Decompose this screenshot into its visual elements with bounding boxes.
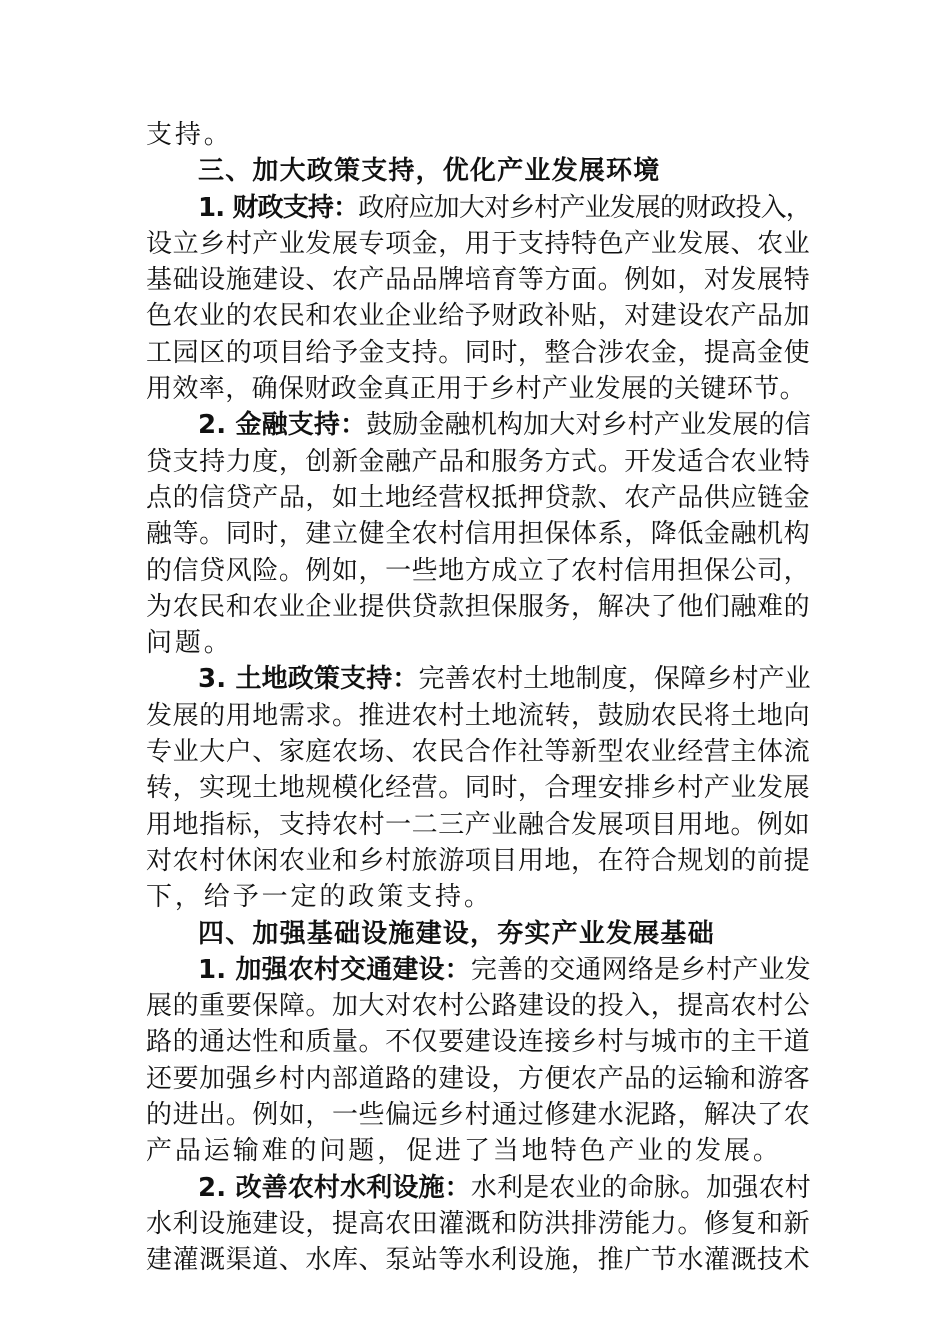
paragraph-line: 用效率，确保财政金真正用于乡村产业发展的关键环节。 [146, 374, 807, 405]
paragraph-line: 产品运输难的问题，促进了当地特色产业的发展。 [146, 1136, 782, 1167]
paragraph-line [146, 190, 810, 226]
paragraph-text: 完善的交通网络是乡村产业发 [470, 954, 811, 985]
paragraph-line: 色农业的农民和农业企业给予财政补贴，对建设农产品加 [146, 301, 810, 332]
paragraph-text: 政府应加大对乡村产业发展的财政投入， [358, 192, 811, 223]
paragraph-line: 的信贷风险。例如，一些地方成立了农村信用担保公司， [146, 555, 810, 586]
paragraph-line: 转，实现土地规模化经营。同时，合理安排乡村产业发展 [146, 773, 810, 804]
paragraph-text: 完善农村土地制度，保障乡村产业 [418, 664, 811, 695]
paragraph-line: 专业大户、家庭农场、农民合作社等新型农业经营主体流 [146, 737, 810, 768]
paragraph-line [146, 1170, 810, 1206]
section-heading-3: 三、加大政策支持，优化产业发展环境 [198, 156, 661, 187]
paragraph-line: 贷支持力度，创新金融产品和服务方式。开发适合农业特 [146, 446, 810, 477]
paragraph-line: 下，给予一定的政策支持。 [146, 882, 493, 913]
paragraph-lead: 3. 土地政策支持： [198, 664, 419, 695]
paragraph-line: 展的重要保障。加大对农村公路建设的投入，提高农村公 [146, 991, 810, 1022]
paragraph-line: 问题。 [146, 628, 233, 659]
document-page [146, 117, 810, 1279]
paragraph-line: 对农村休闲农业和乡村旅游项目用地，在符合规划的前提 [146, 845, 810, 876]
paragraph-line [146, 661, 810, 697]
paragraph-line: 融等。同时，建立健全农村信用担保体系，降低金融机构 [146, 519, 810, 550]
paragraph-line: 发展的用地需求。推进农村土地流转，鼓励农民将土地向 [146, 700, 810, 731]
paragraph-lead: 1. 财政支持： [198, 192, 359, 223]
paragraph-lead: 2. 改善农村水利设施： [198, 1172, 471, 1203]
paragraph-line [146, 407, 810, 443]
paragraph-line: 水利设施建设，提高农田灌溉和防洪排涝能力。修复和新 [146, 1208, 810, 1239]
continuation-line: 支持。 [146, 120, 233, 150]
paragraph-lead: 1. 加强农村交通建设： [198, 954, 471, 985]
paragraph-line: 的进出。例如，一些偏远乡村通过修建水泥路，解决了农 [146, 1100, 810, 1131]
paragraph-text: 鼓励金融机构加大对乡村产业发展的信 [366, 410, 811, 441]
paragraph-line: 工园区的项目给予金支持。同时，整合涉农金，提高金使 [146, 337, 810, 368]
paragraph-line: 设立乡村产业发展专项金，用于支持特色产业发展、农业 [146, 228, 810, 259]
paragraph-line: 建灌溉渠道、水库、泵站等水利设施，推广节水灌溉技术 [146, 1245, 810, 1276]
paragraph-lead: 2. 金融支持： [198, 410, 367, 441]
paragraph-line [146, 952, 810, 988]
paragraph-line: 点的信贷产品，如土地经营权抵押贷款、农产品供应链金 [146, 482, 810, 513]
section-heading-4: 四、加强基础设施建设，夯实产业发展基础 [198, 918, 715, 949]
paragraph-text: 水利是农业的命脉。加强农村 [470, 1172, 811, 1203]
paragraph-line: 基础设施建设、农产品品牌培育等方面。例如，对发展特 [146, 265, 810, 296]
paragraph-line: 用地指标，支持农村一二三产业融合发展项目用地。例如 [146, 809, 810, 840]
paragraph-line: 为农民和农业企业提供贷款担保服务，解决了他们融难的 [146, 591, 810, 622]
paragraph-line: 路的通达性和质量。不仅要建设连接乡村与城市的主干道 [146, 1027, 810, 1058]
paragraph-line: 还要加强乡村内部道路的建设，方便农产品的运输和游客 [146, 1063, 810, 1094]
